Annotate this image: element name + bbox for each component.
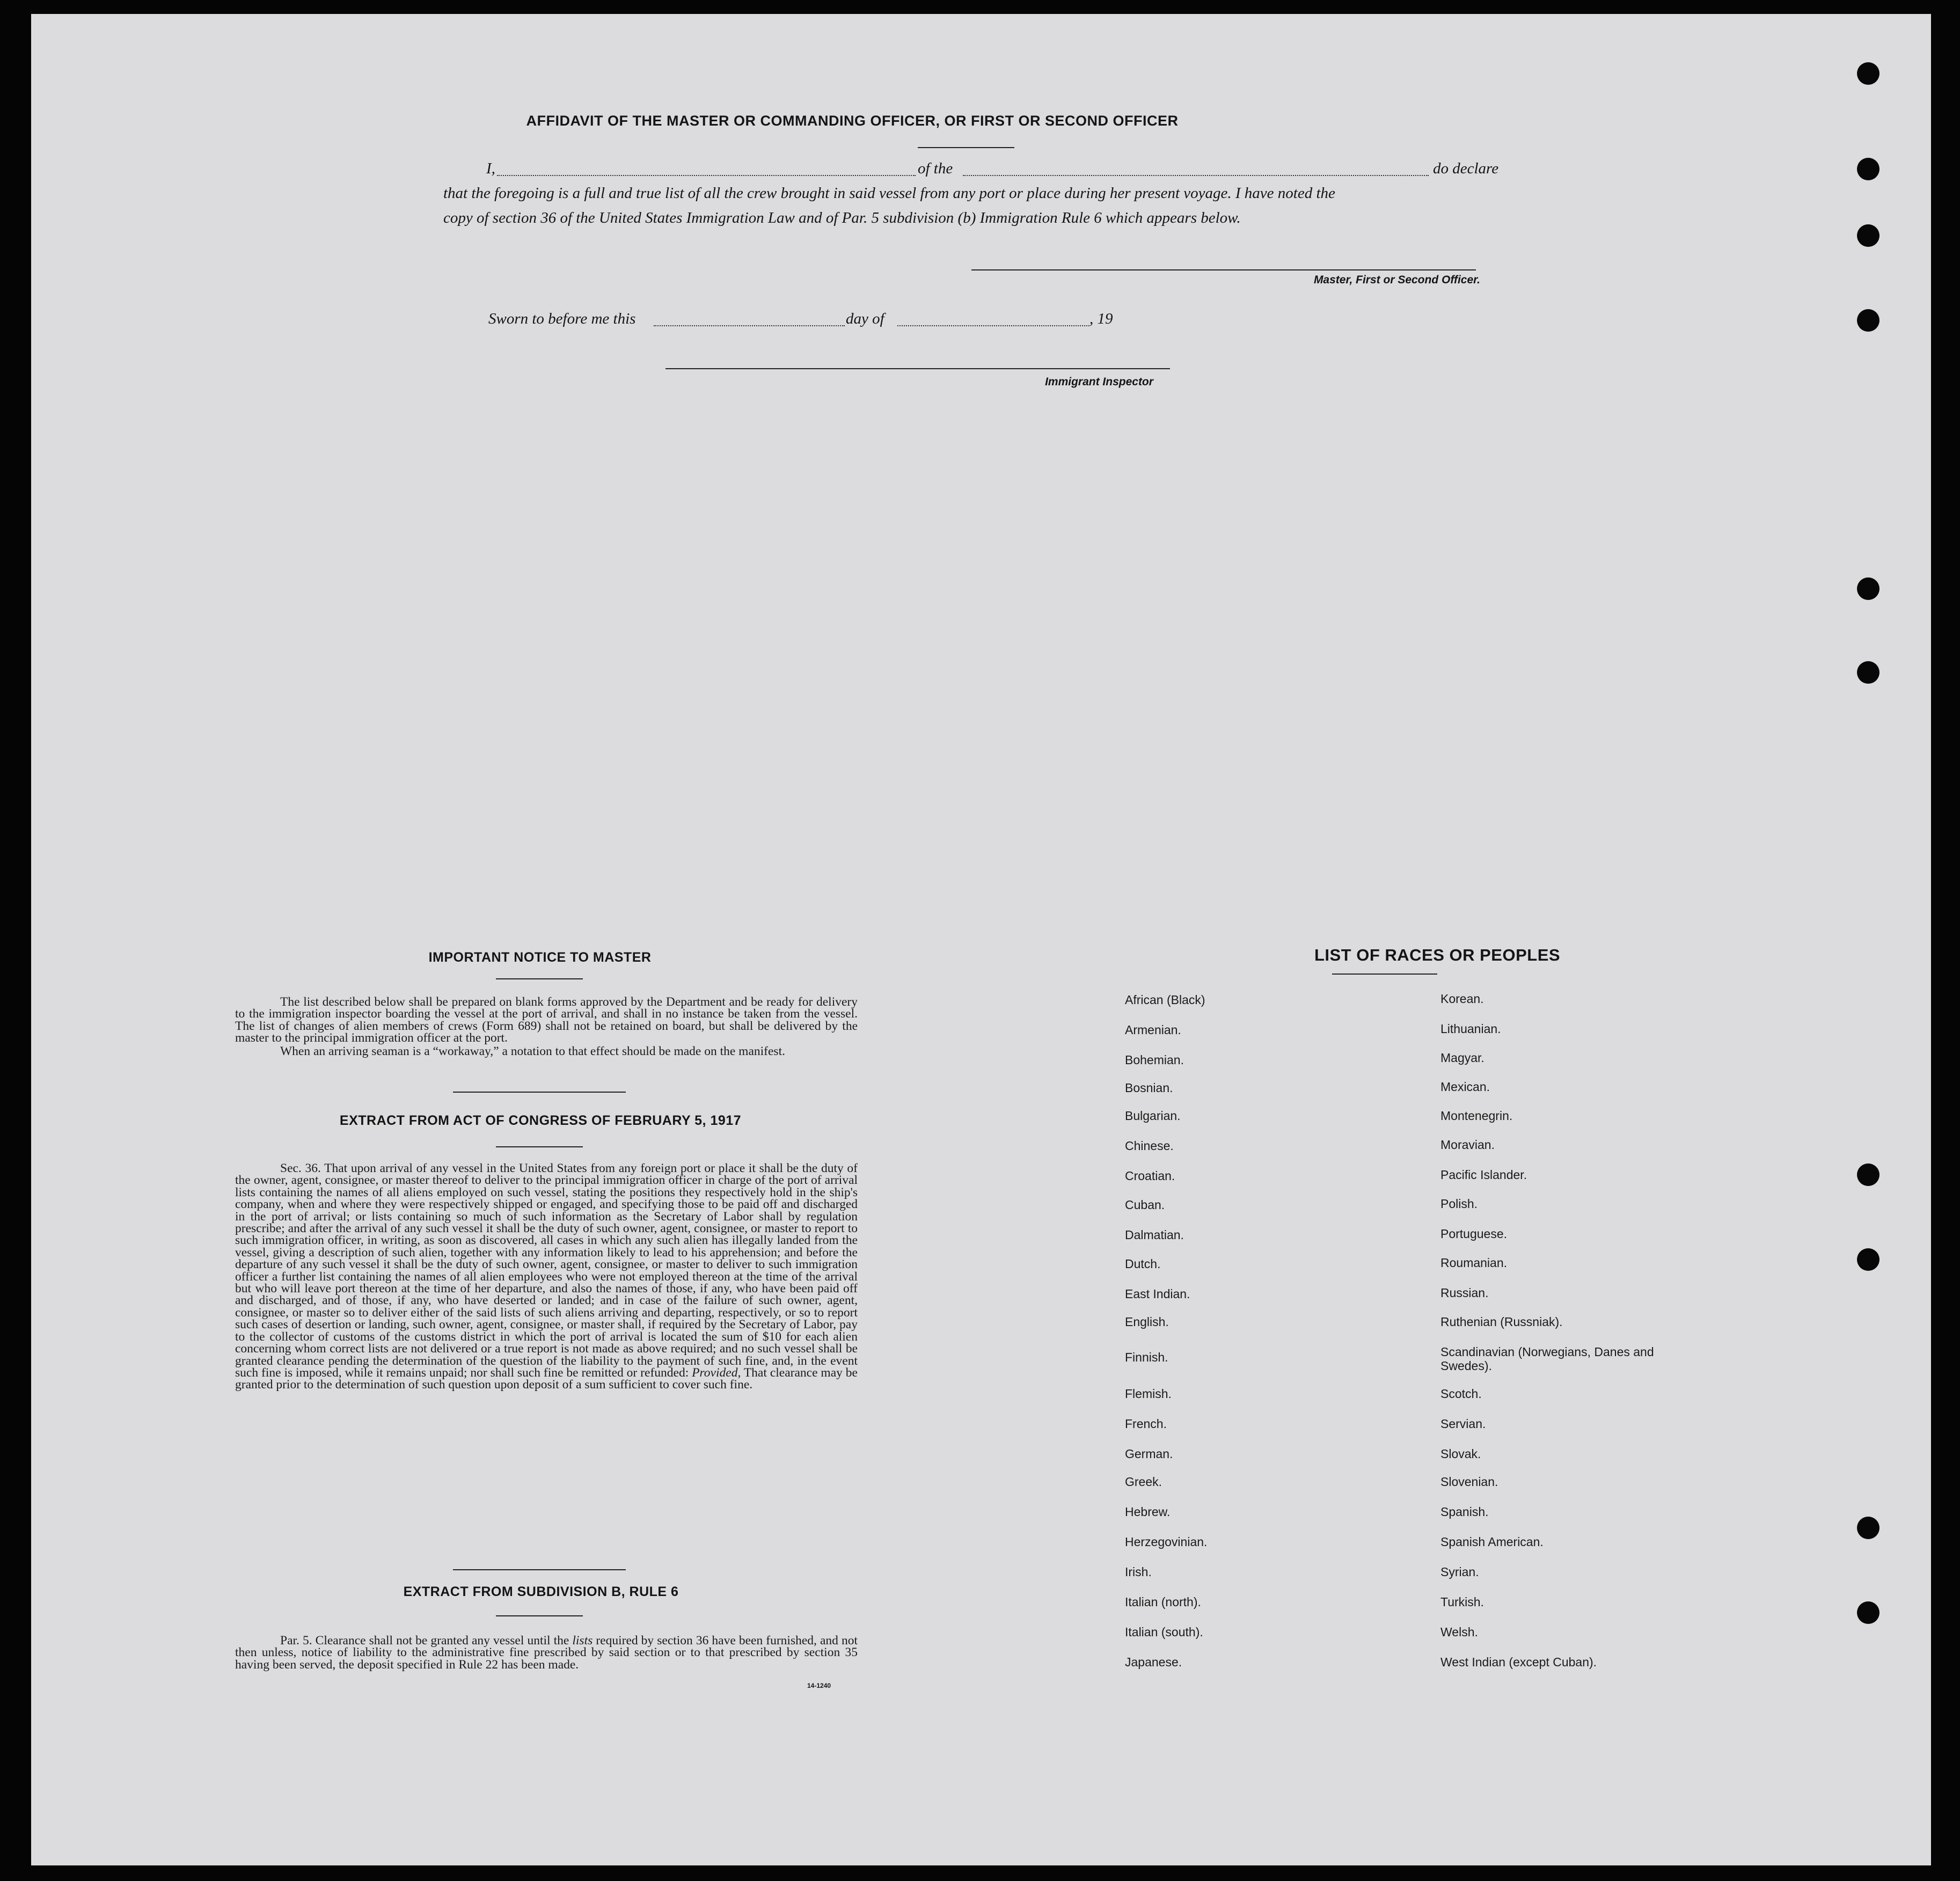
race-item: Scandinavian (Norwegians, Danes and Swedes). xyxy=(1440,1345,1654,1373)
affidavit-i-label: I, xyxy=(486,160,495,177)
race-item: Croatian. xyxy=(1125,1169,1175,1183)
sworn-day-field[interactable] xyxy=(654,325,845,326)
vessel-field[interactable] xyxy=(963,175,1429,176)
punch-hole xyxy=(1857,661,1879,684)
inspector-caption: Immigrant Inspector xyxy=(1045,376,1153,388)
race-item: Magyar. xyxy=(1440,1051,1484,1065)
race-item: French. xyxy=(1125,1417,1167,1431)
notice-title: IMPORTANT NOTICE TO MASTER xyxy=(428,950,652,965)
act-rule xyxy=(496,1146,583,1147)
notice-paragraph-1: The list described below shall be prepared on blank forms approved by the Department and be ready for delivery to the immigration inspector boarding the vessel at the port of arrival, and shall in no instance be taken from the vessel. The list of changes of alien members of crews (Form 689) shall not be retained on board, but shall be delivered by the master to the principal immigration officer at the port. xyxy=(235,995,858,1045)
act-section-36 xyxy=(235,1162,858,1391)
signature-line[interactable] xyxy=(971,269,1476,270)
name-field[interactable] xyxy=(497,175,916,176)
inspector-signature-line[interactable] xyxy=(665,368,1170,369)
day-of-label: day of xyxy=(846,310,884,327)
rule6-text: Par. 5. Clearance shall not be granted any vessel until the xyxy=(280,1634,569,1648)
race-item: Pacific Islander. xyxy=(1440,1168,1527,1182)
punch-hole xyxy=(1857,1248,1879,1271)
notice-divider xyxy=(453,1092,626,1093)
race-item: East Indian. xyxy=(1125,1287,1190,1301)
race-item: Russian. xyxy=(1440,1286,1489,1300)
race-item: Roumanian. xyxy=(1440,1256,1508,1270)
sworn-month-field[interactable] xyxy=(897,325,1089,326)
race-item: Slovenian. xyxy=(1440,1475,1498,1489)
race-item: Moravian. xyxy=(1440,1138,1495,1152)
races-rule xyxy=(1332,974,1437,975)
notice-rule xyxy=(496,978,583,979)
races-title: LIST OF RACES OR PEOPLES xyxy=(1314,946,1561,964)
race-item: Bulgarian. xyxy=(1125,1109,1181,1123)
race-item: German. xyxy=(1125,1447,1173,1461)
punch-hole xyxy=(1857,1601,1879,1624)
race-item: Montenegrin. xyxy=(1440,1109,1513,1123)
punch-hole xyxy=(1857,1517,1879,1539)
provided-word: Provided, xyxy=(692,1365,741,1380)
race-item: Spanish. xyxy=(1440,1505,1489,1519)
punch-hole xyxy=(1857,309,1879,332)
sworn-label: Sworn to before me this xyxy=(488,310,636,327)
rule6-rule xyxy=(496,1615,583,1616)
affidavit-line-2: that the foregoing is a full and true list of all the crew brought in said vessel from any port or place during her present voyage. I have noted the xyxy=(443,185,1335,202)
declare-label: do declare xyxy=(1433,160,1499,177)
punch-hole xyxy=(1857,1163,1879,1186)
document-page xyxy=(31,14,1931,1865)
punch-hole xyxy=(1857,224,1879,247)
race-item: Welsh. xyxy=(1440,1625,1478,1639)
race-item: Scotch. xyxy=(1440,1387,1482,1401)
section-label: Sec. 36. xyxy=(280,1161,321,1175)
race-item: Polish. xyxy=(1440,1197,1478,1211)
race-item: Korean. xyxy=(1440,992,1484,1006)
notice-paragraph-2: When an arriving seaman is a “workaway,” a notation to that effect should be made on the manifest. xyxy=(280,1044,785,1058)
race-item: Mexican. xyxy=(1440,1080,1490,1094)
race-item: Spanish American. xyxy=(1440,1535,1544,1549)
race-item: Dutch. xyxy=(1125,1257,1161,1271)
race-item: Hebrew. xyxy=(1125,1505,1171,1519)
punch-hole xyxy=(1857,577,1879,600)
race-item: Bohemian. xyxy=(1125,1053,1184,1067)
affidavit-title: AFFIDAVIT OF THE MASTER OR COMMANDING OFFICER, OR FIRST OR SECOND OFFICER xyxy=(526,113,1179,129)
race-item: Irish. xyxy=(1125,1565,1152,1579)
race-item: Bosnian. xyxy=(1125,1081,1173,1095)
race-item: Italian (south). xyxy=(1125,1625,1203,1639)
year-label: , 19 xyxy=(1089,310,1113,327)
race-item: Cuban. xyxy=(1125,1198,1165,1212)
race-item: Flemish. xyxy=(1125,1387,1172,1401)
rule6-title: EXTRACT FROM SUBDIVISION B, RULE 6 xyxy=(403,1584,679,1599)
race-item: Herzegovinian. xyxy=(1125,1535,1208,1549)
act-text: That upon arrival of any vessel in the United States from any foreign port or place it shall be the duty of the owner, agent, consignee, or master thereof to deliver to the principal immigration officer in charge of the port of arrival lists containing the names of all aliens employed on such vessel, stating the positions they respectively hold in the ship's company, when and where they were respectively shipped or engaged, and specifying those to be paid off and discharged in the port of arrival; or lists containing so much of such information as the Secretary of Labor shall by regulation prescribe; and after the arrival of any such vessel it shall be the duty of such owner, agent, consignee, or master to report to such immigration officer, in writing, as soon as discovered, all cases in which any such alien has illegally landed from the vessel, giving a description of such alien, together with any information likely to lead to his apprehension; and before the departure of any such vessel it shall be the duty of such owner, agent, consignee, or master to deliver to such immigration officer a further list containing the names of all alien employees who were not employed thereon at the time of the arrival but who will leave port thereon at the time of her departure, and also the names of those, if any, who have been paid off and discharged, and of those, if any, who have deserted or landed; and in case of the failure of such owner, agent, consignee, or master so to deliver either of the said lists of such aliens arriving and departing, respectively, or so to report such cases of desertion or landing, such owner, agent, consignee, or master shall, if required by the Secretary of Labor, pay to the collector of customs of the customs district in which the port of arrival is located the sum of $10 for each alien concerning whom correct lists are not delivered or a true report is not made as above required; and no such vessel shall be granted clearance pending the determination of the question of the liability to the payment of such fine, and, in the event such fine is imposed, while it remains unpaid; nor shall such fine be remitted or refunded: xyxy=(235,1161,858,1380)
lists-word: lists xyxy=(572,1634,593,1648)
form-number: 14-1240 xyxy=(807,1682,831,1689)
race-item: Portuguese. xyxy=(1440,1227,1508,1241)
race-item: Italian (north). xyxy=(1125,1595,1201,1609)
race-item: Slovak. xyxy=(1440,1447,1481,1461)
race-item: English. xyxy=(1125,1315,1169,1329)
race-item: Armenian. xyxy=(1125,1023,1181,1037)
rule6-text-end: required by section 36 have been furnished, and not then unless, notice of liability to the administrative fine prescribed by said section or to that prescribed by section 35 having been served, the deposit specified in Rule 22 has been made. xyxy=(235,1634,858,1672)
race-item: Turkish. xyxy=(1440,1595,1484,1609)
punch-hole xyxy=(1857,62,1879,85)
race-item: Finnish. xyxy=(1125,1350,1168,1364)
race-item: Servian. xyxy=(1440,1417,1486,1431)
race-item: Japanese. xyxy=(1125,1655,1182,1669)
race-item: Chinese. xyxy=(1125,1139,1174,1153)
affidavit-line-3: copy of section 36 of the United States Immigration Law and of Par. 5 subdivision (b) Immigration Rule 6 which appears below. xyxy=(443,209,1241,226)
race-item: Ruthenian (Russniak). xyxy=(1440,1315,1563,1329)
race-item: Syrian. xyxy=(1440,1565,1479,1579)
signature-caption: Master, First or Second Officer. xyxy=(1313,274,1480,286)
race-item: Dalmatian. xyxy=(1125,1228,1184,1242)
act-title: EXTRACT FROM ACT OF CONGRESS OF FEBRUARY 5, 1917 xyxy=(339,1113,742,1128)
act-divider xyxy=(453,1569,626,1570)
act-text-end: That clearance may be granted prior to the determination of such question upon deposit of a sum sufficient to cover such fine. xyxy=(235,1365,858,1392)
race-item: Lithuanian. xyxy=(1440,1022,1501,1036)
race-item: Greek. xyxy=(1125,1475,1162,1489)
race-item: West Indian (except Cuban). xyxy=(1440,1655,1597,1669)
rule6-paragraph xyxy=(235,1635,858,1671)
race-item: African (Black) xyxy=(1125,993,1205,1007)
of-the-label: of the xyxy=(918,160,953,177)
punch-hole xyxy=(1857,158,1879,180)
title-underline xyxy=(918,147,1014,148)
